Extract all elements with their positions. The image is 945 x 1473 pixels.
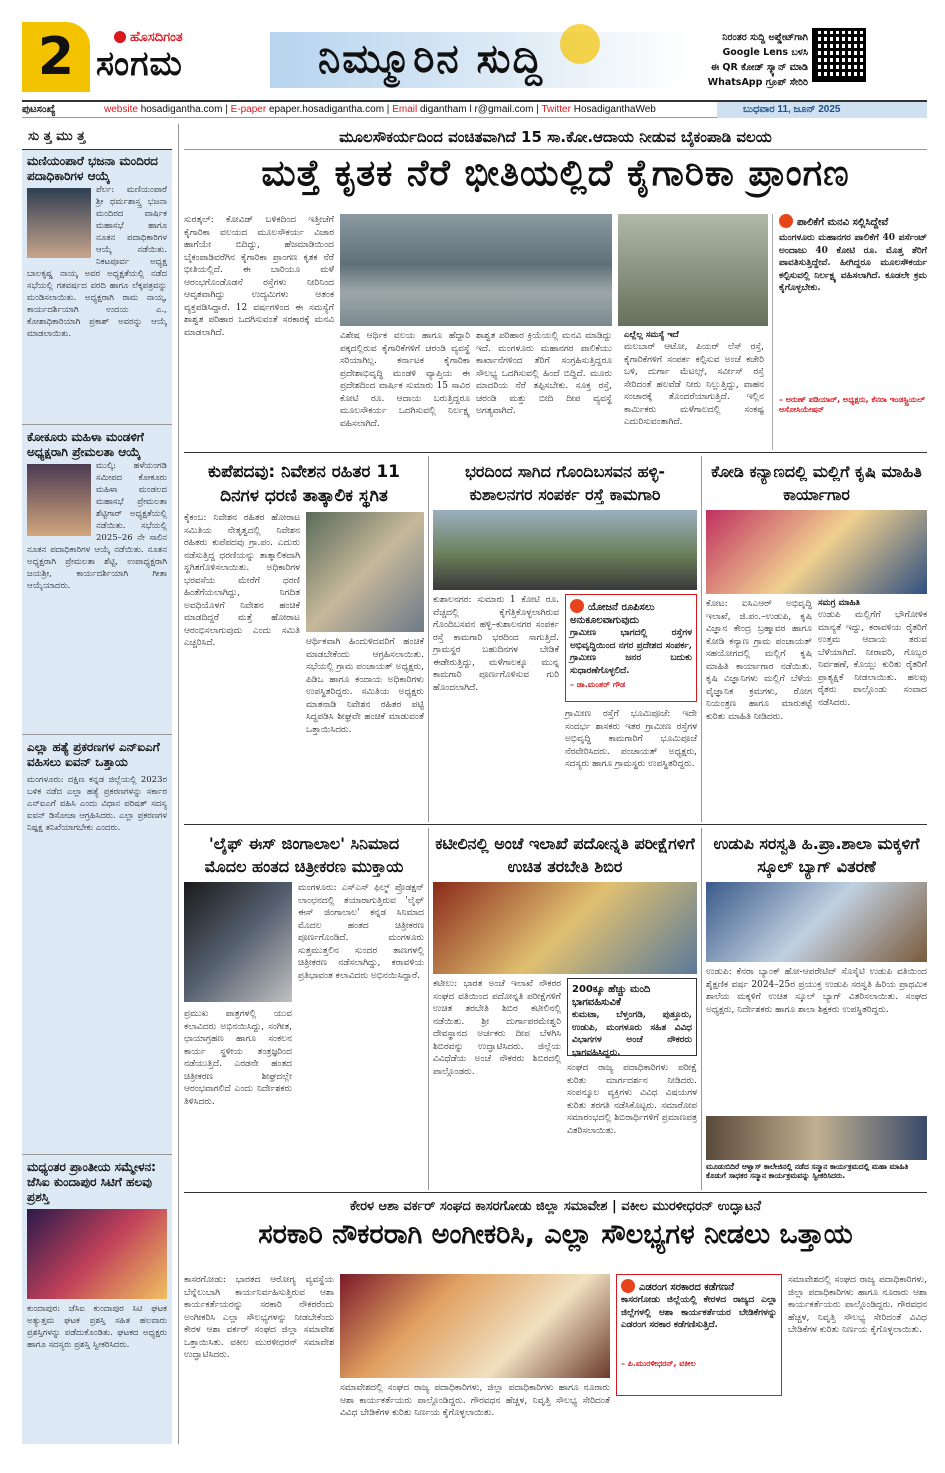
page-number: 2	[22, 22, 90, 92]
divider	[184, 1192, 927, 1193]
column-rule	[178, 124, 179, 1444]
story-text: ಕೋಟ: ಐಸಿಎಆರ್ ಅಭಿವೃದ್ಧಿ ಇಲಾಖೆ, ಜಿ.ಪಂ.–ಉಡುಪಿ, ಕೃಷಿ ವಿಜ್ಞಾನ ಕೇಂದ್ರ ಬ್ರಹ್ಮಾವರ ಹಾಗೂ ಕೋಡಿ ಕನ್ಯಾಣ ಗ್ರಾಮ ಪಂಚಾಯತ್ ಸಹಯೋಗದಲ್ಲಿ ಮಲ್ಲಿಗೆ ಕೃಷಿ ಮಾಹಿತಿ ಕಾರ್ಯಾಗಾರ ನಡೆಯಿತು. ಕೃಷಿ ವಿಜ್ಞಾನಿಗಳು ಮಲ್ಲಿಗೆ ಬೆಳೆಯ ವೈಜ್ಞಾನಿಕ ಕ್ರಮಗಳು, ರೋಗ ನಿಯಂತ್ರಣ ಹಾಗೂ ಮಾರುಕಟ್ಟೆ ಕುರಿತು ಮಾಹಿತಿ ನೀಡಿದರು.	[706, 599, 812, 722]
story-text: ಕುಶಾಲನಗರ: ಸುಮಾರು 1 ಕೋಟಿ ರೂ. ವೆಚ್ಚದಲ್ಲಿ ಕೈಗೆತ್ತಿಕೊಳ್ಳಲಾಗಿರುವ ಗೊಂದಿಬಸವನ ಹಳ್ಳಿ–ಕುಶಾಲನಗರ ಸಂಪರ್ಕ ರಸ್ತೆ ಕಾಮಗಾರಿ ಭರದಿಂದ ಸಾಗುತ್ತಿದೆ. ಗ್ರಾಮಸ್ಥರ ಬಹುದಿನಗಳ ಬೇಡಿಕೆ ಈಡೇರುತ್ತಿದ್ದು, ಮಳೆಗಾಲಕ್ಕೂ ಮುನ್ನ ಕಾಮಗಾರಿ ಪೂರ್ಣಗೊಳಿಸುವ ಗುರಿ ಹೊಂದಲಾಗಿದೆ.	[433, 595, 559, 693]
lead-headline: ಮತ್ತೆ ಕೃತಕ ನೆರೆ ಭೀತಿಯಲ್ಲಿದೆ ಕೈಗಾರಿಕಾ ಪ್ರಾಂಗಣ	[261, 153, 850, 194]
brand-big: ಸಂಗಮ	[96, 44, 183, 84]
felicitation-photo	[706, 1116, 927, 1160]
lead-col-2: ವಿಶೇಷ ಆರ್ಥಿಕ ವಲಯ ಹಾಗೂ ಹೆದ್ದಾರಿ ಪಕ್ಕದಲ್ಲಿರುವ ಕೈಗಾರಿಕೆಗಳಿಗೆ ಚರಂಡಿ ವ್ಯವಸ್ಥೆ ಸರಿಯಾಗಿಲ್ಲ. ಕರ್ನಾಟಕ ಕೈಗಾರಿಕಾ ಪ್ರದೇಶಾಭಿವೃದ್ಧಿ ಮಂಡಳಿ ವ್ಯಾಪ್ತಿಯ ಈ ಪ್ರದೇಶದಿಂದ ವಾರ್ಷಿಕ ಸುಮಾರು 15 ಸಾವಿರ ಕೋಟಿ ರೂ. ಆದಾಯ ಬರುತ್ತಿದ್ದರೂ ಮೂಲಸೌಕರ್ಯ ಒದಗಿಸುವಲ್ಲಿ ನಿರ್ಲಕ್ಷ್ಯ ವಹಿಸಲಾಗಿದೆ.	[340, 331, 470, 429]
film-crew-photo	[184, 882, 292, 1002]
column-rule	[701, 456, 702, 822]
story-note	[567, 978, 697, 1056]
sidebar-item[interactable]	[27, 430, 167, 646]
sidebar-item-title: ಮಧ್ಯಂತರ ಪ್ರಾಂತೀಯ ಸಮ್ಮೇಳನ: ಜೆಸಿಐ ಕುಂದಾಪುರ ಸಿಟಿಗೆ ಹಲವು ಪ್ರಶಸ್ತಿ	[27, 1160, 156, 1204]
note-byline: – ಡಾ.ಮಂತರ್ ಗೌಡ	[570, 680, 626, 689]
lead-note-title-text: ಪಾಲಿಕೆಗೆ ಮನವಿ ಸಲ್ಲಿಸಿದ್ದೇವೆ	[797, 217, 889, 228]
note-text: ಕುಮಟಾ, ಬೆಳ್ತಂಗಡಿ, ಪುತ್ತೂರು, ಉಡುಪಿ, ಮಂಗಳೂರು ಸಹಿತ ವಿವಿಧ ವಿಭಾಗಗಳ ಅಂಚೆ ನೌಕರರು ಭಾಗವಹಿಸಿದ್ದರು.	[572, 1010, 692, 1058]
sidebar	[22, 124, 172, 1444]
sidebar-item-title: ಎಲ್ಲಾ ಹತ್ಯೆ ಪ್ರಕರಣಗಳ ಎನ್‌ಐಎಗೆ ವಹಿಸಲು ಐವನ್ ಒತ್ತಾಯ	[27, 740, 160, 769]
sidebar-item-text: ಮಂಗಳೂರು: ದಕ್ಷಿಣ ಕನ್ನಡ ಜಿಲ್ಲೆಯಲ್ಲಿ 2023ರ ಬಳಿಕ ನಡೆದ ಎಲ್ಲಾ ಹತ್ಯೆ ಪ್ರಕರಣಗಳನ್ನು ಸರ್ಕಾರ ಎನ್‌ಐಎಗೆ ವಹಿಸಿ ಎಂದು ವಿಧಾನ ಪರಿಷತ್ ಸದಸ್ಯ ಐವನ್ ಡಿಸೋಜಾ ಆಗ್ರಹಿಸಿದರು. ಎಲ್ಲಾ ಪ್ರಕರಣಗಳ ನಿಷ್ಪಕ್ಷ ತನಿಖೆಯಾಗಬೇಕು ಎಂದರು.	[27, 775, 167, 833]
sidebar-item[interactable]	[22, 150, 172, 364]
story-film-shooting[interactable]	[184, 828, 424, 1190]
portrait-photo	[27, 464, 91, 536]
story-text: ಕಾಸರಗೋಡು: ಭಾರತದ ಆರೋಗ್ಯ ವ್ಯವಸ್ಥೆಯ ಬೆನ್ನೆಲುಬಾಗಿ ಕಾರ್ಯನಿರ್ವಹಿಸುತ್ತಿರುವ ಆಶಾ ಕಾರ್ಯಕರ್ತೆಯರನ್ನು ಸರಕಾರಿ ನೌಕರರೆಂದು ಅಂಗೀಕರಿಸಿ ಎಲ್ಲಾ ಸೌಲಭ್ಯಗಳನ್ನು ನೀಡಬೇಕೆಂದು ಕೇರಳ ಆಶಾ ವರ್ಕರ್ ಸಂಘದ ಜಿಲ್ಲಾ ಸಮಾವೇಶ ಒತ್ತಾಯಿಸಿತು. ವಕೀಲ ಮುರಳೀಧರನ್ ಸಮಾವೇಶ ಉದ್ಘಾಟಿಸಿದರು.	[184, 1275, 334, 1360]
sidebar-item-title: ಕೋಕೂರು ಮಹಿಳಾ ಮಂಡಳಿಗೆ ಅಧ್ಯಕ್ಷರಾಗಿ ಪ್ರೇಮಲತಾ ಆಯ್ಕೆ	[27, 430, 144, 459]
sidebar-item[interactable]	[27, 740, 167, 1114]
epaper-link[interactable]: epaper.hosadigantha.com	[268, 104, 385, 115]
info-bar	[22, 100, 927, 118]
qr-line: ನಿರಂತರ ಸುದ್ದಿ ಅಪ್ಡೇಟ್‌ಗಾಗಿ	[722, 32, 808, 43]
contact-links: website hosadigantha.com | E-paper epaper.hosadigantha.com | Email digantham l r@gmail.com | Twitter HosadiganthaWeb	[104, 104, 656, 115]
column-rule	[428, 456, 429, 822]
story-text-2: ಉಡುಪಿ ಮಲ್ಲಿಗೆಗೆ ಭೌಗೋಳಿಕ ಮಾನ್ಯತೆ ಇದ್ದು, ಕರಾವಳಿಯ ರೈತರಿಗೆ ಉತ್ತಮ ಆದಾಯ ತರುವ ಬೆಳೆಯಾಗಿದೆ. ನೀರಾವರಿ, ಗೊಬ್ಬರ ನಿರ್ವಹಣೆ, ಕೊಯ್ಲು ಕುರಿತು ರೈತರಿಗೆ ಪ್ರಾತ್ಯಕ್ಷಿಕೆ ನೀಡಲಾಯಿತು. ಹಲವು ರೈತರು ಪಾಲ್ಗೊಂಡು ಸಂವಾದ ನಡೆಸಿದರು.	[818, 610, 927, 708]
story-asha-workers[interactable]	[184, 1196, 927, 1446]
protest-photo	[306, 512, 424, 632]
lead-note	[772, 214, 927, 450]
note-title-text: ಯೋಜನೆ ರೂಪಿಸಲು ಅನುಕೂಲವಾಗುವುದು	[570, 602, 655, 626]
story-subhead: ಸಮಗ್ರ ಮಾಹಿತಿ	[818, 598, 860, 608]
story-text: ಕಟೀಲು: ಭಾರತ ಅಂಚೆ ಇಲಾಖೆ ನೌಕರರ ಸಂಘದ ವತಿಯಿಂದ ಪದೋನ್ನತಿ ಪರೀಕ್ಷೆಗಳಿಗೆ ಉಚಿತ ತರಬೇತಿ ಶಿಬಿರ ಕಟೀಲಿನಲ್ಲಿ ನಡೆಯಿತು. ಶ್ರೀ ದುರ್ಗಾಪರಮೇಶ್ವರಿ ದೇವಸ್ಥಾನದ ಅರ್ಚಕರು ದೀಪ ಬೆಳಗಿಸಿ ಶಿಬಿರವನ್ನು ಉದ್ಘಾಟಿಸಿದರು. ಜಿಲ್ಲೆಯ ವಿವಿಧೆಡೆಯ ಅಂಚೆ ನೌಕರರು ಶಿಬಿರದಲ್ಲಿ ಪಾಲ್ಗೊಂಡರು.	[433, 979, 561, 1077]
issue-date: ಬುಧವಾರ 11, ಜೂನ್ 2025	[717, 102, 927, 118]
training-camp-photo	[433, 882, 697, 974]
sidebar-item-text: ಮುಲ್ಕಿ: ಹಳೆಯಂಗಡಿ ಸಮೀಪದ ಕೋಕೂರು ಮಹಿಳಾ ಮಂಡಲದ ಮಹಾಸಭೆ ಪ್ರೇಮಲತಾ ಶೆಟ್ಟಿಗಾರ್ ಅಧ್ಯಕ್ಷತೆಯಲ್ಲಿ ನಡೆಯಿತು. ಸಭೆಯಲ್ಲಿ 2025–26 ನೇ ಸಾಲಿನ ನೂತನ ಪದಾಧಿಕಾರಿಗಳ ಆಯ್ಕೆ ನಡೆಯಿತು. ನೂತನ ಅಧ್ಯಕ್ಷರಾಗಿ ಪ್ರೇಮಲತಾ ಶೆಟ್ಟಿ, ಉಪಾಧ್ಯಕ್ಷರಾಗಿ ಜಯಶ್ರೀ, ಕಾರ್ಯದರ್ಶಿಯಾಗಿ ಗೀತಾ ಆಯ್ಕೆಯಾದರು.	[27, 461, 167, 591]
sidebar-item-title: ಮಣಿಯಂಪಾರೆ ಭಜನಾ ಮಂದಿರದ ಪದಾಧಿಕಾರಿಗಳ ಆಯ್ಕೆ	[27, 154, 158, 183]
road-work-photo	[433, 510, 697, 590]
sidebar-header: ಸು ತ್ತ ಮು ತ್ತ	[22, 124, 172, 150]
story-note	[616, 1274, 782, 1396]
sun-decoration-icon	[560, 24, 600, 64]
story-text-2: ಆರ್ಥಿಕವಾಗಿ ಹಿಂದುಳಿದವರಿಗೆ ಹಂಚಿಕೆ ಮಾಡಬೇಕೆಂದು ಆಗ್ರಹಿಸಲಾಯಿತು. ಸಭೆಯಲ್ಲಿ ಗ್ರಾಮ ಪಂಚಾಯತ್ ಅಧ್ಯಕ್ಷರು, ಪಿಡಿಒ ಹಾಗೂ ಕಂದಾಯ ಅಧಿಕಾರಿಗಳು ಉಪಸ್ಥಿತರಿದ್ದರು. ಸಮಿತಿಯ ಅಧ್ಯಕ್ಷರು ಮಾತನಾಡಿ ನಿವೇಶನ ರಹಿತರ ಪಟ್ಟಿ ಸಿದ್ಧಪಡಿಸಿ ಶೀಘ್ರವೇ ಹಂಚಿಕೆ ಮಾಡುವಂತೆ ಒತ್ತಾಯಿಸಿದರು.	[306, 637, 424, 735]
lead-story[interactable]	[184, 124, 927, 452]
note-text: ಕಾಸರಗೋಡು ಜಿಲ್ಲೆಯಲ್ಲಿ ಕೇರಳದ ರಾಜ್ಯದ ಎಲ್ಲಾ ಜಿಲ್ಲೆಗಳಲ್ಲಿ ಆಶಾ ಕಾರ್ಯಕರ್ತೆಯರ ಬೇಡಿಕೆಗಳನ್ನು ಎಡರಂಗ ಸರಕಾರ ಕಡೆಗಣಿಸುತ್ತಿದೆ.	[621, 1295, 777, 1330]
lead-note-text: ಮಂಗಳೂರು ಮಹಾನಗರ ಪಾಲಿಕೆಗೆ 40 ಪರ್ಸೆಂಟ್ ಅಂದಾಜು 40 ಕೋಟಿ ರೂ. ಮೊತ್ತ ತೆರಿಗೆ ಪಾವತಿಸುತ್ತಿದ್ದೇವೆ. ಹೀಗಿದ್ದರೂ ಮೂಲಸೌಕರ್ಯ ಕಲ್ಪಿಸುವಲ್ಲಿ ನಿರ್ಲಕ್ಷ್ಯ ವಹಿಸಲಾಗಿದೆ. ಕೂಡಲೇ ಕ್ರಮ ಕೈಗೊಳ್ಳಬೇಕು.	[779, 233, 927, 293]
note-title-text: ಎಡರಂಗ ಸರಕಾರದ ಕಡೆಗಣನೆ	[639, 1282, 734, 1293]
qr-line: WhatsApp ಗ್ರೂಪ್ ಸೇರಿರಿ	[707, 77, 808, 88]
sidebar-item-text: ಪೆರ್ಲ: ಮಣಿಯಂಪಾರೆ ಶ್ರೀ ಧರ್ಮಶಾಸ್ತ್ರ ಭಜನಾ ಮಂದಿರದ ವಾರ್ಷಿಕ ಮಹಾಸಭೆ ಹಾಗೂ ನೂತನ ಪದಾಧಿಕಾರಿಗಳ ಆಯ್ಕೆ ನಡೆಯಿತು. ನಿಕಟಪೂರ್ವ ಅಧ್ಯಕ್ಷ ಬಾಲಕೃಷ್ಣ ನಾಯ್ಕ ಅವರ ಅಧ್ಯಕ್ಷತೆಯಲ್ಲಿ ನಡೆದ ಸಭೆಯಲ್ಲಿ ಗತವರ್ಷದ ವರದಿ ಹಾಗೂ ಲೆಕ್ಕಪತ್ರವನ್ನು ಮಂಡಿಸಲಾಯಿತು. ಅಧ್ಯಕ್ಷರಾಗಿ ರಾಮ ನಾಯ್ಕ, ಕಾರ್ಯದರ್ಶಿಯಾಗಿ ಉದಯ ಎ., ಕೋಶಾಧಿಕಾರಿಯಾಗಿ ಪ್ರಕಾಶ್ ಅವರನ್ನು ಆಯ್ಕೆ ಮಾಡಲಾಯಿತು.	[27, 185, 167, 339]
divider	[22, 424, 172, 425]
workshop-photo	[706, 510, 927, 594]
quote-icon	[779, 214, 793, 228]
story-headline: 'ಲೈಫ್ ಈಸ್ ಜಿಂಗಾಲಾಲ' ಸಿನಿಮಾದ ಮೊದಲ ಹಂತದ ಚಿತ್ರೀಕರಣ ಮುಕ್ತಾಯ	[204, 834, 404, 876]
brand-small	[114, 30, 183, 45]
students-photo	[706, 882, 927, 962]
brand-small-text: ಹೊಸದಿಗಂತ	[130, 30, 183, 45]
story-headline: ಕುಪೆಪದವು: ನಿವೇಶನ ರಹಿತರ 11 ದಿನಗಳ ಧರಣಿ ತಾತ್ಕಾಲಿಕ ಸ್ಥಗಿತ	[208, 462, 400, 506]
story-school-bags[interactable]	[706, 828, 927, 1190]
qr-line: ಈ QR ಕೋಡ್ ಸ್ಕ್ಯಾನ್ ಮಾಡಿ	[710, 62, 808, 73]
story-headline: ಸರಕಾರಿ ನೌಕರರಾಗಿ ಅಂಗೀಕರಿಸಿ, ಎಲ್ಲಾ ಸೌಲಭ್ಯಗಳ ನೀಡಲು ಒತ್ತಾಯ	[258, 1219, 853, 1250]
divider	[22, 734, 172, 735]
email-link[interactable]: digantham l r@gmail.com	[419, 104, 534, 115]
divider	[184, 824, 927, 825]
quote-icon	[621, 1279, 635, 1293]
brand-logo-icon	[114, 31, 126, 43]
story-text-2: ಪ್ರಮುಖ ಪಾತ್ರಗಳಲ್ಲಿ ಯುವ ಕಲಾವಿದರು ಅಭಿನಯಿಸಿದ್ದು, ಸಂಗೀತ, ಛಾಯಾಗ್ರಹಣ ಹಾಗೂ ಸಂಕಲನ ಕಾರ್ಯ ಸ್ಥಳೀಯ ತಂತ್ರಜ್ಞರಿಂದ ನಡೆಯುತ್ತಿದೆ. ಎರಡನೇ ಹಂತದ ಚಿತ್ರೀಕರಣ ಶೀಘ್ರದಲ್ಲೇ ಆರಂಭವಾಗಲಿದೆ ಎಂದು ನಿರ್ದೇಶಕರು ತಿಳಿಸಿದರು.	[184, 1009, 292, 1107]
note-title	[621, 1279, 777, 1294]
website-label: website	[104, 104, 138, 115]
story-text-2: ಸಂಘದ ರಾಜ್ಯ ಪದಾಧಿಕಾರಿಗಳು ಪರೀಕ್ಷೆ ಕುರಿತು ಮಾರ್ಗದರ್ಶನ ನೀಡಿದರು. ಸಂಪನ್ಮೂಲ ವ್ಯಕ್ತಿಗಳು ವಿವಿಧ ವಿಷಯಗಳ ಕುರಿತು ತರಗತಿ ನಡೆಸಿಕೊಟ್ಟರು. ಸಮಾರೋಪ ಸಮಾರಂಭದಲ್ಲಿ ಶಿಬಿರಾರ್ಥಿಗಳಿಗೆ ಪ್ರಮಾಣಪತ್ರ ವಿತರಿಸಲಾಯಿತು.	[567, 1063, 697, 1136]
qr-text	[688, 30, 808, 90]
story-headline: ಕೋಡಿ ಕನ್ಯಾಣದಲ್ಲಿ ಮಲ್ಲಿಗೆ ಕೃಷಿ ಮಾಹಿತಿ ಕಾರ್ಯಾಗಾರ	[711, 462, 922, 504]
story-kupepadavu[interactable]	[184, 456, 424, 822]
column-rule	[428, 828, 429, 1190]
story-headline: ಭರದಿಂದ ಸಾಗಿದ ಗೊಂದಿಬಸವನ ಹಳ್ಳಿ-ಕುಶಾಲನಗರ ಸಂಪರ್ಕ ರಸ್ತೆ ಕಾಮಗಾರಿ	[465, 462, 665, 504]
story-road-work[interactable]	[433, 456, 697, 822]
story-text: ಮಂಗಳೂರು: ಎಸ್‌ಎಸ್ ಫಿಲ್ಮ್ ಪ್ರೊಡಕ್ಷನ್ ಲಾಂಛನದಲ್ಲಿ ತಯಾರಾಗುತ್ತಿರುವ 'ಲೈಫ್ ಈಸ್ ಜಿಂಗಾಲಾಲ' ಕನ್ನಡ ಸಿನಿಮಾದ ಮೊದಲ ಹಂತದ ಚಿತ್ರೀಕರಣ ಪೂರ್ಣಗೊಂಡಿದೆ. ಮಂಗಳೂರು ಸುತ್ತಮುತ್ತಲಿನ ಸುಂದರ ತಾಣಗಳಲ್ಲಿ ಚಿತ್ರೀಕರಣ ನಡೆಸಲಾಗಿದ್ದು, ಕರಾವಳಿಯ ಪ್ರತಿಭಾವಂತ ಕಲಾವಿದರು ಅಭಿನಯಿಸಿದ್ದಾರೆ.	[298, 883, 424, 981]
story-text-2: ಗ್ರಾಮೀಣ ರಸ್ತೆಗೆ ಭೂಮಿಪೂಜೆ: ಇದೇ ಸಂದರ್ಭ ಶಾಸಕರು ಇತರ ಗ್ರಾಮೀಣ ರಸ್ತೆಗಳ ಅಭಿವೃದ್ಧಿ ಕಾಮಗಾರಿಗೆ ಭೂಮಿಪೂಜೆ ನೆರವೇರಿಸಿದರು. ಪಂಚಾಯತ್ ಅಧ್ಯಕ್ಷರು, ಸದಸ್ಯರು ಹಾಗೂ ಗ್ರಾಮಸ್ಥರು ಉಪಸ್ಥಿತರಿದ್ದರು.	[565, 709, 697, 769]
lead-note-title	[779, 214, 927, 229]
note-text: ಗ್ರಾಮೀಣ ಭಾಗದಲ್ಲಿ ರಸ್ತೆಗಳ ಅಭಿವೃದ್ಧಿಯಿಂದ ನಗರ ಪ್ರದೇಶದ ಸಂಪರ್ಕ, ಗ್ರಾಮೀಣ ಜನರ ಬದುಕು ಸುಧಾರಣೆಗೊಳ್ಳಲಿದೆ.	[570, 628, 692, 676]
conference-photo	[340, 1274, 610, 1378]
photo-caption: ಮೂಡುಬಿದಿರೆ ಆಳ್ವಾಸ್ ಕಾಲೇಜಿನಲ್ಲಿ ನಡೆದ ಸನ್ಮಾನ ಕಾರ್ಯಕ್ರಮದಲ್ಲಿ ಮಹಾ ಮಾಹಿತಿ ಕೊಡುಗೆ ಸಾಧಕರ ಸನ್ಮಾನ ಕಾರ್ಯಕ್ರಮವನ್ನು ಸ್ವೀಕರಿಸಿದರು.	[706, 1162, 909, 1180]
flooded-road-photo	[340, 214, 612, 326]
sidebar-item[interactable]	[27, 1160, 167, 1473]
note-byline: – ಪಿ.ಮುರಳೀಧರನ್, ವಕೀಲ	[621, 1359, 696, 1368]
divider	[22, 1154, 172, 1155]
story-text-3: ಸಮಾವೇಶದಲ್ಲಿ ಸಂಘದ ರಾಜ್ಯ ಪದಾಧಿಕಾರಿಗಳು, ಜಿಲ್ಲಾ ಪದಾಧಿಕಾರಿಗಳು ಹಾಗೂ ನೂರಾರು ಆಶಾ ಕಾರ್ಯಕರ್ತೆಯರು ಪಾಲ್ಗೊಂಡಿದ್ದರು. ಗೌರವಧನ ಹೆಚ್ಚಳ, ನಿವೃತ್ತಿ ಸೌಲಭ್ಯ ಸೇರಿದಂತೆ ವಿವಿಧ ಬೇಡಿಕೆಗಳ ಕುರಿತು ನಿರ್ಣಯ ಕೈಗೊಳ್ಳಲಾಯಿತು.	[788, 1275, 927, 1335]
section-title: ನಿಮ್ಮೂರಿನ ಸುದ್ದಿ	[318, 36, 544, 82]
column-rule	[701, 828, 702, 1190]
story-text-2: ಸಮಾವೇಶದಲ್ಲಿ ಸಂಘದ ರಾಜ್ಯ ಪದಾಧಿಕಾರಿಗಳು, ಜಿಲ್ಲಾ ಪದಾಧಿಕಾರಿಗಳು ಹಾಗೂ ನೂರಾರು ಆಶಾ ಕಾರ್ಯಕರ್ತೆಯರು ಪಾಲ್ಗೊಂಡಿದ್ದರು. ಗೌರವಧನ ಹೆಚ್ಚಳ, ನಿವೃತ್ತಿ ಸೌಲಭ್ಯ ಸೇರಿದಂತೆ ವಿವಿಧ ಬೇಡಿಕೆಗಳ ಕುರಿತು ನಿರ್ಣಯ ಕೈಗೊಳ್ಳಲಾಯಿತು.	[340, 1383, 610, 1418]
masthead	[0, 0, 945, 96]
qr-accent	[870, 28, 930, 88]
qr-code-icon[interactable]	[812, 28, 866, 82]
story-postal-training[interactable]	[433, 828, 697, 1190]
epaper-label: E-paper	[230, 104, 267, 115]
story-headline: ಉಡುಪಿ ಸರಸ್ವತಿ ಹಿ.ಪ್ರಾ.ಶಾಲಾ ಮಕ್ಕಳಿಗೆ ಸ್ಕೂಲ್ ಬ್ಯಾಗ್ ವಿತರಣೆ	[713, 834, 920, 876]
note-title	[570, 599, 692, 627]
waterlogging-photo	[618, 214, 768, 326]
lead-col-4-title: ಎಲ್ಲೆಲ್ಲ ಸಮಸ್ಯೆ ಇದೆ	[624, 330, 679, 340]
story-kicker: ಕೇರಳ ಆಶಾ ವರ್ಕರ್ ಸಂಘದ ಕಾಸರಗೋಡು ಜಿಲ್ಲಾ ಸಮಾವೇಶ | ವಕೀಲ ಮುರಳೀಧರನ್ ಉದ್ಘಾಟನೆ	[349, 1199, 761, 1214]
lead-col-4	[624, 330, 764, 449]
story-note	[565, 594, 697, 702]
lead-kicker: ಮೂಲಸೌಕರ್ಯದಿಂದ ವಂಚಿತವಾಗಿದೆ 15 ಸಾ.ಕೋ.ಆದಾಯ ನೀಡುವ ಬೈಕಂಪಾಡಿ ವಲಯ	[184, 124, 927, 150]
qr-line: Google Lens ಬಳಸಿ	[722, 47, 808, 58]
quote-icon	[570, 599, 584, 613]
story-jasmine-workshop[interactable]	[706, 456, 927, 822]
story-headline: ಕಟೀಲಿನಲ್ಲಿ ಅಂಚೆ ಇಲಾಖೆ ಪದೋನ್ನತಿ ಪರೀಕ್ಷೆಗಳಿಗೆ ಉಚಿತ ತರಬೇತಿ ಶಿಬಿರ	[435, 834, 695, 876]
lead-col-1: ಸುರತ್ಕಲ್: ಕೋವಿಡ್ ಬಳಿಕದಿಂದ ಇತ್ತೀಚೆಗೆ ಕೈಗಾರಿಕಾ ವಲಯದ ಮೂಲಸೌಕರ್ಯ ವಿಚಾರ ಹಾಗೆಯೇ ಬಿದಿದ್ದು, ಹೆಜಮಾಡಿಯಿಂದ ಬೈಕಂಪಾಡಿವರೆಗಿನ ಕೈಗಾರಿಕಾ ಪ್ರಾಂಗಣ ಕೃತಕ ನೆರೆ ಭೀತಿಯಲ್ಲಿದೆ. ಈ ಬಾರಿಯೂ ಮಳೆ ಆರಂಭಗೊಂಡೊಡನೆ ರಸ್ತೆಗಳು ನೀರಿನಿಂದ ಆವೃತವಾಗಿದ್ದು ಉದ್ಯಮಿಗಳು ಆತಂಕ ವ್ಯಕ್ತಪಡಿಸಿದ್ದಾರೆ. 12 ವರ್ಷಗಳಿಂದ ಈ ಸಮಸ್ಯೆಗೆ ಶಾಶ್ವತ ಪರಿಹಾರ ಒದಗಿಸುವಂತೆ ಸರಕಾರಕ್ಕೆ ಮನವಿ ಮಾಡಲಾಗಿದೆ.	[184, 215, 334, 338]
lead-col-3: ಶಾಶ್ವತ ಪರಿಹಾರ ಕ್ರಿಯೆಯಲ್ಲಿ ಮನವಿ ಮಾಡಿದ್ದು ಇದೆ. ಮಂಗಳೂರು ಮಹಾನಗರ ಪಾಲಿಕೆಯು ಕಾರ್ಖಾನೆಗಳಿಂದ ತೆರಿಗೆ ಸಂಗ್ರಹಿಸುತ್ತಿದ್ದರೂ ಸೌಲಭ್ಯ ಒದಗಿಸುವಲ್ಲಿ ಹಿಂದೆ ಬಿದ್ದಿದೆ. ಮೂರು ಮಾದರಿಯ ನೆರೆ ತಪ್ಪಿಸಬೇಕು. ಸೂಕ್ತ ರಸ್ತೆ, ಚರಂಡಿ ಮತ್ತು ಬೀದಿ ದೀಪ ವ್ಯವಸ್ಥೆ ಅಗತ್ಯವಾಗಿದೆ.	[476, 331, 612, 416]
divider	[184, 452, 927, 453]
story-col-2	[818, 598, 927, 817]
twitter-label: Twitter	[541, 104, 571, 115]
portrait-photo	[27, 188, 91, 258]
story-text: ಕೈಕಂಬ: ನಿವೇಶನ ರಹಿತರ ಹೋರಾಟ ಸಮಿತಿಯ ನೇತೃತ್ವದಲ್ಲಿ ನಿವೇಶನ ರಹಿತರು ಕುಪೆಪದವು ಗ್ರಾ.ಪಂ. ಎದುರು ನಡೆಸುತ್ತಿದ್ದ ಧರಣಿಯನ್ನು ತಾತ್ಕಾಲಿಕವಾಗಿ ಸ್ಥಗಿತಗೊಳಿಸಲಾಯಿತು. ಅಧಿಕಾರಿಗಳ ಭರವಸೆಯ ಮೇರೆಗೆ ಧರಣಿ ಹಿಂತೆಗೆಯಲಾಗಿದ್ದು, ನಿಗದಿತ ಅವಧಿಯೊಳಗೆ ನಿವೇಶನ ಹಂಚಿಕೆ ಮಾಡದಿದ್ದರೆ ಮತ್ತೆ ಹೋರಾಟ ಆರಂಭಿಸಲಾಗುವುದು ಎಂದು ಸಮಿತಿ ಎಚ್ಚರಿಸಿದೆ.	[184, 513, 300, 648]
lead-col-4-text: ಮಲಬಾರ್ ಆಟೋ, ಪಿಯರ್ ಲೆಸ್ ರಸ್ತೆ, ಕೈಗಾರಿಕೆಗಳಿಗೆ ಸಂಪರ್ಕ ಕಲ್ಪಿಸುವ ಅಂಚೆ ಕಚೇರಿ ಬಳಿ, ದುರ್ಗಾ ಮೆಟಲ್ಸ್, ಸರ್ವೀಸ್ ರಸ್ತೆ ಸೇರಿದಂತೆ ಹಲವೆಡೆ ನೀರು ನಿಲ್ಲುತ್ತಿದ್ದು, ವಾಹನ ಸಂಚಾರಕ್ಕೆ ತೊಂದರೆಯಾಗುತ್ತಿದೆ. ಇಲ್ಲಿನ ಕಾರ್ಮಿಕರು ಮಳೆಗಾಲದಲ್ಲಿ ಸಂಕಷ್ಟ ಎದುರಿಸುವಂತಾಗಿದೆ.	[624, 342, 764, 427]
twitter-link[interactable]: HosadiganthaWeb	[573, 104, 656, 115]
sidebar-item-text: ಕುಂದಾಪುರ: ಜೆಸಿಐ ಕುಂದಾಪುರ ಸಿಟಿ ಘಟಕ ಅತ್ಯುತ್ತಮ ಘಟಕ ಪ್ರಶಸ್ತಿ ಸಹಿತ ಹಲವಾರು ಪ್ರಶಸ್ತಿಗಳನ್ನು ಪಡೆದುಕೊಂಡಿತು. ಘಟಕದ ಅಧ್ಯಕ್ಷರು ಹಾಗೂ ಸದಸ್ಯರು ಪ್ರಶಸ್ತಿ ಸ್ವೀಕರಿಸಿದರು.	[27, 1304, 167, 1350]
award-photo	[27, 1209, 167, 1299]
email-label: Email	[392, 104, 418, 115]
website-link[interactable]: hosadigantha.com	[140, 104, 223, 115]
note-title: 200ಕ್ಕೂ ಹೆಚ್ಚು ಮಂದಿ ಭಾಗವಹಿಸುವಿಕೆ	[572, 984, 651, 1008]
page-label: ಪುಟಸಂಖ್ಯೆ	[22, 104, 56, 115]
lead-note-byline: – ಅರುಣ್ ಪಡಿಯಾರ್, ಅಧ್ಯಕ್ಷರು, ಕೆನರಾ ಇಂಡಸ್ಟ್ರಿಯಲ್ ಅಸೋಸಿಯೇಷನ್	[779, 395, 925, 414]
story-text: ಉಡುಪಿ: ಕೆನರಾ ಬ್ಯಾಂಕ್ ಹೋ-ಆಪರೇಟಿವ್ ಸೊಸೈಟಿ ಉಡುಪಿ ವತಿಯಿಂದ ಶೈಕ್ಷಣಿಕ ವರ್ಷ 2024–25ರ ಪ್ರಯುಕ್ತ ಉಡುಪಿ ಸರಸ್ವತಿ ಹಿರಿಯ ಪ್ರಾಥಮಿಕ ಶಾಲೆಯ ಮಕ್ಕಳಿಗೆ ಉಚಿತ ಸ್ಕೂಲ್ ಬ್ಯಾಗ್ ವಿತರಿಸಲಾಯಿತು. ಸಂಘದ ಅಧ್ಯಕ್ಷರು, ನಿರ್ದೇಶಕರು ಹಾಗೂ ಶಾಲಾ ಶಿಕ್ಷಕರು ಉಪಸ್ಥಿತರಿದ್ದರು.	[706, 967, 927, 1015]
